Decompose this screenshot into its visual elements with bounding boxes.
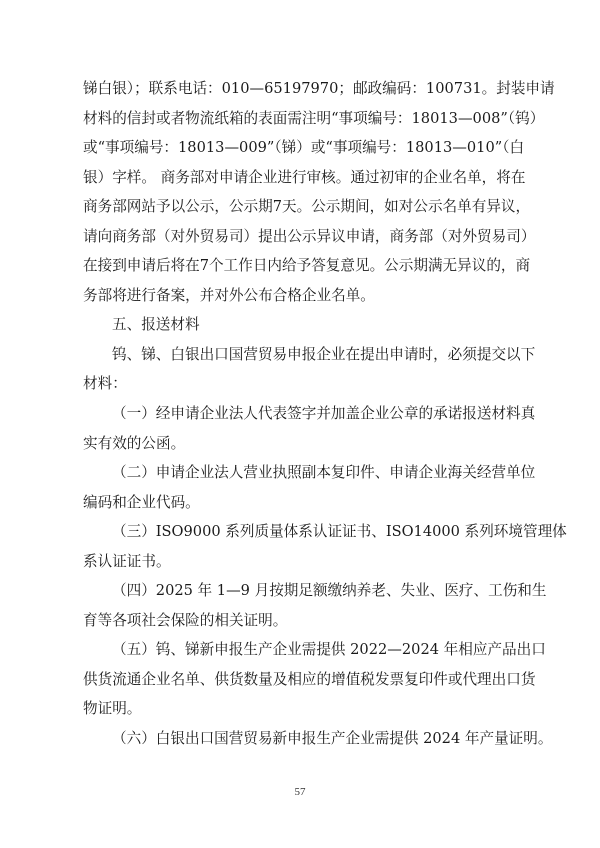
text-line: 系认证证书。 — [83, 552, 171, 570]
text-line: 务部将进行备案，并对外公布合格企业名单。 — [83, 286, 375, 304]
text-line: （二）申请企业法人营业执照副本复印件、申请企业海关经营单位 — [112, 464, 536, 482]
text-line: 物证明。 — [83, 700, 142, 718]
text-line: 材料： — [83, 375, 127, 393]
text-line: （三）ISO9000 系列质量体系认证证书、ISO14000 系列环境管理体 — [112, 523, 567, 541]
text-line: 或“事项编号：18013—009”（锑）或“事项编号：18013—010”（白 — [83, 139, 525, 157]
text-line: 在接到申请后将在7个工作日内给予答复意见。公示期满无异议的，商 — [83, 257, 531, 275]
text-line: 请向商务部（对外贸易司）提出公示异议申请，商务部（对外贸易司） — [83, 227, 536, 245]
text-line: 供货流通企业名单、供货数量及相应的增值税发票复印件或代理出口货 — [83, 670, 536, 688]
text-line: 锑白银）；联系电话：010—65197970；邮政编码：100731。封装申请 — [83, 80, 555, 97]
page-number: 57 — [294, 786, 306, 798]
text-line: 编码和企业代码。 — [83, 493, 200, 511]
text-line: 实有效的公函。 — [83, 434, 186, 452]
text-line: 商务部网站予以公示，公示期7天。公示期间，如对公示名单有异议， — [83, 198, 531, 216]
text-line: （一）经申请企业法人代表签字并加盖企业公章的承诺报送材料真 — [112, 405, 536, 423]
text-line: （五）钨、锑新申报生产企业需提供 2022—2024 年相应产品出口 — [112, 641, 546, 659]
text-line: （四）2025 年 1—9 月按期足额缴纳养老、失业、医疗、工伤和生 — [112, 582, 547, 600]
body-text — [83, 74, 567, 754]
text-line: 材料的信封或者物流纸箱的表面需注明“事项编号：18013—008”（钨） — [83, 109, 545, 127]
text-line: 五、报送材料 — [112, 316, 200, 334]
text-line: 银）字样。 商务部对申请企业进行审核。通过初审的企业名单，将在 — [83, 168, 526, 186]
text-line: 钨、锑、白银出口国营贸易申报企业在提出申请时，必须提交以下 — [112, 345, 536, 363]
text-line: （六）白银出口国营贸易新申报生产企业需提供 2024 年产量证明。 — [112, 730, 553, 748]
text-line: 育等各项社会保险的相关证明。 — [83, 611, 288, 629]
